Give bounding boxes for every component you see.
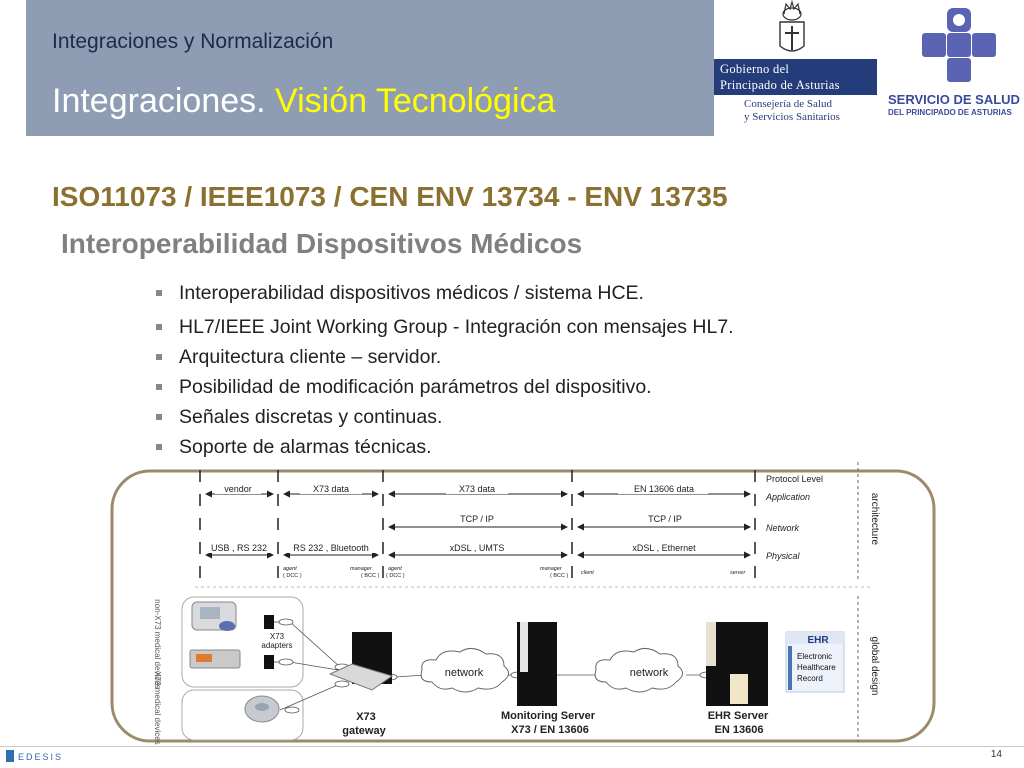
ehr-server-icon [706, 622, 768, 706]
manager-label-2: manager [540, 566, 562, 572]
architecture-diagram [0, 462, 1024, 747]
network-level-label: Network [766, 523, 800, 533]
manager-label-1: manager [350, 566, 372, 572]
vendor-label: vendor [224, 484, 252, 494]
physical-label: Physical [766, 551, 800, 561]
page-number: 14 [990, 749, 1002, 760]
x73-data-label-1: X73 data [312, 484, 350, 494]
network-cloud-label-2: network [629, 667, 669, 679]
gov-top-block [714, 59, 877, 95]
agent-label-2: agent [388, 566, 402, 572]
application-label: Application [766, 492, 811, 502]
gov-bottom-block [714, 95, 877, 124]
section-subtitle: Integraciones y Normalización [52, 30, 334, 53]
protocol-level-label: Protocol Level [766, 474, 824, 484]
sespa-line-2: DEL PRINCIPADO DE ASTURIAS [888, 108, 1012, 117]
gov-line-2: Principado de Asturias [720, 78, 840, 92]
network-cloud-label-1: network [444, 667, 484, 679]
ehr-item-1: Electronic [797, 652, 833, 661]
x73-adapters-label-1: X73 [269, 632, 285, 641]
agent-label-1: agent [283, 566, 297, 572]
xdsl-umts-label: xDSL , UMTS [449, 543, 505, 553]
server-label: server [730, 570, 746, 576]
xdsl-ethernet-label: xDSL , Ethernet [632, 543, 696, 553]
dcc-label-2: ( DCC ) [386, 573, 405, 579]
infusion-pump-icon [190, 650, 240, 668]
edesis-logo [6, 748, 86, 766]
tcp-ip-label-1: TCP / IP [460, 514, 494, 524]
standards-heading: ISO11073 / IEEE1073 / CEN ENV 13734 - ENV 13735 [52, 181, 728, 212]
bullet-item: Posibilidad de modificación parámetros del dispositivo. [156, 376, 734, 399]
gateway-label-2: gateway [342, 725, 386, 737]
bullet-list [156, 282, 734, 459]
bullet-item: HL7/IEEE Joint Working Group - Integración con mensajes HL7. [156, 316, 734, 339]
ehr-server-label-2: EN 13606 [714, 724, 764, 736]
footer-divider [0, 746, 1024, 747]
rs232-bluetooth-label: RS 232 , Bluetooth [293, 543, 369, 553]
x73-devices-label: X73 medical devices [153, 671, 162, 745]
gateway-label-1: X73 [356, 711, 376, 723]
monitoring-server-label-2: X73 / EN 13606 [511, 724, 589, 736]
interoperability-heading: Interoperabilidad Dispositivos Médicos [61, 228, 583, 259]
tcp-ip-label-2: TCP / IP [648, 514, 682, 524]
ehr-server-label-1: EHR Server [707, 710, 769, 722]
usb-rs232-label: USB , RS 232 [210, 543, 268, 553]
non-x73-devices-label: non-X73 medical devices [153, 599, 162, 689]
blood-pressure-monitor-icon [192, 602, 236, 631]
title-highlight: Visión Tecnológica [275, 82, 556, 120]
bcc-label-2: ( BCC ) [550, 573, 569, 579]
weight-scale-icon [245, 696, 279, 722]
monitoring-server-label-1: Monitoring Server [500, 710, 596, 722]
edesis-logo-text: EDESIS [18, 752, 64, 762]
dcc-label-1: ( DCC ) [283, 573, 302, 579]
sespa-line-1: SERVICIO DE SALUD [888, 92, 1020, 107]
gov-line-1: Gobierno del [720, 62, 790, 76]
gobierno-text [714, 59, 877, 124]
global-design-label: global design [869, 636, 880, 696]
bcc-label-1: ( BCC ) [361, 573, 380, 579]
role-annotations [283, 566, 746, 579]
gov-line-3: Consejería de Salud [744, 98, 832, 110]
gov-line-4: y Servicios Sanitarios [744, 111, 840, 123]
bullet-item: Soporte de alarmas técnicas. [156, 436, 734, 459]
ehr-item-2: Healthcare [797, 663, 836, 672]
bullet-item: Interoperabilidad dispositivos médicos / sistema HCE. [156, 282, 734, 305]
en13606-data-label: EN 13606 data [633, 484, 695, 494]
architecture-label: architecture [869, 492, 880, 546]
x73-adapters-label-2: adapters [261, 641, 293, 650]
x73-devices-box [182, 690, 303, 740]
x73-data-label-2: X73 data [458, 484, 496, 494]
ehr-item-3: Record [797, 674, 823, 683]
client-label: client [581, 570, 594, 576]
title-main: Integraciones. [52, 82, 266, 120]
coat-of-arms-icon [780, 2, 804, 51]
monitoring-server-icon [517, 622, 557, 706]
slide-title [52, 82, 555, 121]
bullet-item: Arquitectura cliente – servidor. [156, 346, 734, 369]
ehr-title: EHR [807, 635, 829, 646]
edesis-logo-icon [6, 750, 14, 762]
health-cross-icon [922, 8, 998, 84]
bullet-item: Señales discretas y continuas. [156, 406, 734, 429]
